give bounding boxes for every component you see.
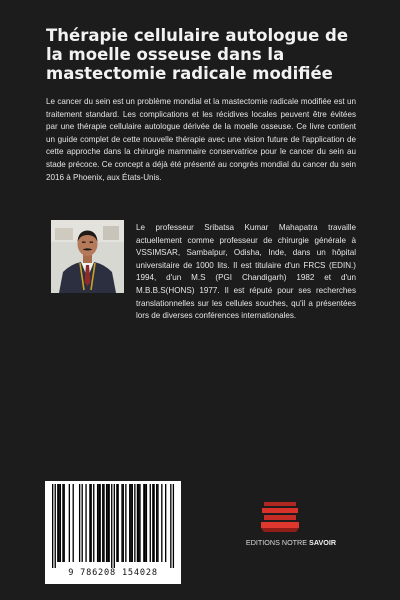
barcode-bar	[143, 484, 144, 562]
barcode-bar	[89, 484, 90, 562]
publisher-name-regular: NOTRE	[281, 538, 308, 547]
publisher-logo	[236, 500, 346, 550]
barcode-bar	[161, 484, 162, 562]
barcode-bar	[173, 484, 174, 568]
publisher-name-bold: SAVOIR	[309, 538, 337, 547]
barcode-bar	[58, 484, 59, 562]
barcode-bar	[73, 484, 74, 562]
barcode-bar	[116, 484, 117, 562]
publisher-prefix: EDITIONS	[245, 538, 280, 547]
barcode-bar	[125, 484, 126, 562]
barcode-bar	[139, 484, 140, 562]
barcode-bar	[85, 484, 86, 562]
barcode-bar	[102, 484, 103, 562]
barcode-bar	[144, 484, 145, 562]
isbn-barcode	[45, 481, 181, 584]
barcode-bar	[129, 484, 130, 562]
barcode-bar	[146, 484, 147, 562]
barcode-bar	[52, 484, 53, 568]
author-photo	[51, 220, 124, 293]
barcode-bar	[98, 484, 99, 562]
title-line-1: Thérapie cellulaire autologue de	[46, 26, 349, 45]
barcode-bar	[134, 484, 135, 562]
barcode-bars	[49, 484, 177, 568]
book-title	[46, 26, 366, 83]
barcode-bar	[62, 484, 63, 562]
barcode-bar	[165, 484, 166, 562]
barcode-bar	[138, 484, 139, 562]
barcode-bar	[123, 484, 124, 562]
barcode-bar	[91, 484, 92, 562]
barcode-bar	[57, 484, 58, 562]
barcode-bar	[106, 484, 107, 562]
barcode-bar	[152, 484, 153, 562]
book-blurb: Le cancer du sein est un problème mondial et la mastectomie radicale modifiée est un traitement standard. Les complications et les récidives locales peuvent être évitées par une thérapie cellulaire autologue dérivée de la moelle osseuse. Ce livre contient un guide complet de cette nouvelle thérapie avec une vision future de l'application de cette approche dans la chirurgie mammaire conservatrice pour le cancer du sein au stade précoce. Ce concept a déjà été présenté au congrès mondial du cancer du sein 2016 à Phoenix, aux États-Unis.	[46, 97, 356, 182]
barcode-bar	[79, 484, 80, 562]
barcode-bar	[121, 484, 122, 562]
barcode-bar	[82, 484, 83, 562]
barcode-bar	[69, 484, 70, 562]
barcode-bar	[109, 484, 110, 562]
barcode-bar	[107, 484, 108, 562]
stacked-books-icon	[260, 500, 300, 534]
barcode-bar	[97, 484, 98, 562]
barcode-bar	[130, 484, 131, 562]
publisher-name	[236, 538, 346, 547]
barcode-bar	[60, 484, 61, 562]
barcode-bar	[170, 484, 171, 568]
author-bio: Le professeur Sribatsa Kumar Mahapatra travaille actuellement comme professeur de chirurgie générale à VSSIMSAR, Sambalpur, Odisha, Inde, dans un hôpital universitaire de 1000 lits. Il est titulaire d'un FRCS (EDIN.) 1994, d'un M.S (PGI Chandigarh) 1982 et d'un M.B.B.S(HONS) 1977. Il est réputé pour ses recherches translationnelles sur les cellules souches, qu'il a présentées lors de diverses conférences internationales.	[136, 223, 356, 321]
barcode-bar	[137, 484, 138, 562]
barcode-bar	[114, 484, 115, 568]
barcode-bar	[132, 484, 133, 562]
barcode-bar	[103, 484, 104, 562]
barcode-bar	[156, 484, 157, 562]
barcode-bar	[150, 484, 151, 562]
isbn-number: 9 786208 154028	[68, 568, 158, 578]
barcode-bar	[117, 484, 118, 562]
barcode-bar	[157, 484, 158, 562]
barcode-bar	[100, 484, 101, 562]
barcode-bar	[64, 484, 65, 562]
author-portrait-image	[51, 220, 124, 293]
barcode-bar	[111, 484, 112, 568]
barcode-bar	[153, 484, 154, 562]
barcode-bar	[93, 484, 94, 562]
title-line-2: la moelle osseuse dans la	[46, 45, 285, 64]
barcode-bar	[55, 484, 56, 568]
title-line-3: mastectomie radicale modifiée	[46, 64, 333, 83]
